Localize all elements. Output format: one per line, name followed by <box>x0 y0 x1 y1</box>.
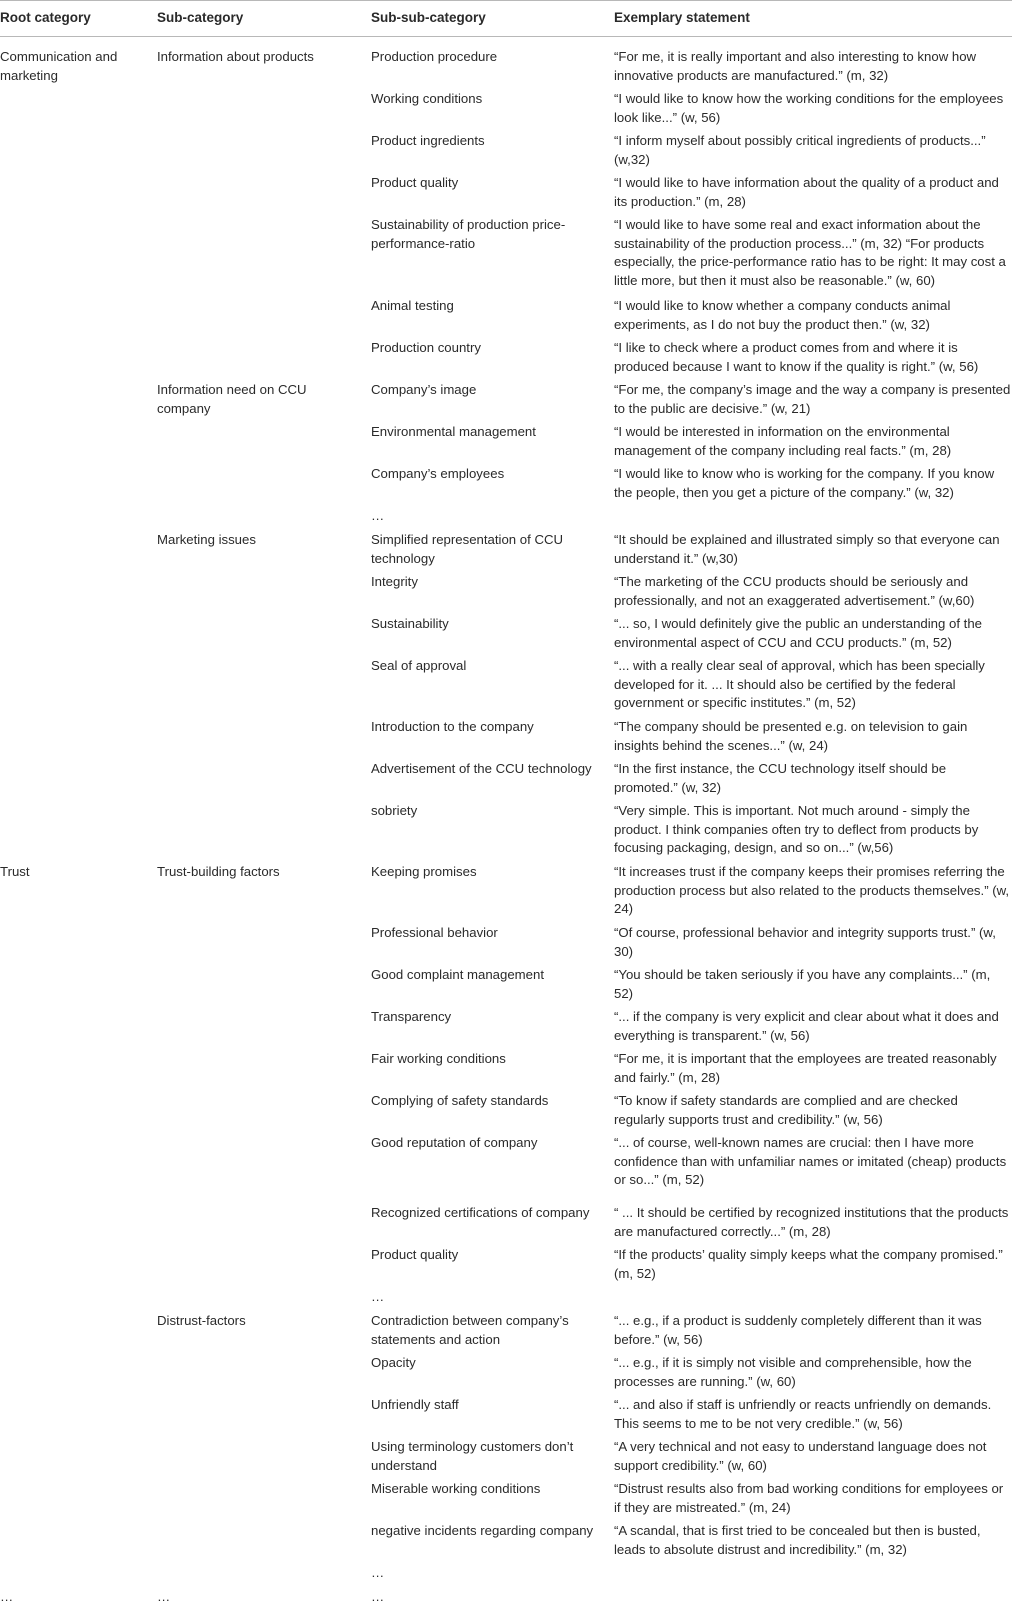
statement-cell: “It increases trust if the company keeps their promises referring the production process but also related to the products themselves.” (w, 24) <box>614 864 1010 917</box>
statement-cell: “I would like to have some real and exact information about the sustainability of the production process...” (m, 32) “For products especially, the price-performance ratio has to be right: It may cost a little more, but then it must also be reasonable.” (w, 60) <box>614 217 1006 288</box>
root-category-cell: Trust <box>0 864 30 879</box>
statement-cell: “If the products’ quality simply keeps what the company promised.” (m, 52) <box>614 1247 1003 1281</box>
header-root-category: Root category <box>0 10 91 25</box>
sub-sub-category-cell: … <box>371 1565 385 1580</box>
statement-cell: “... e.g., if it is simply not visible and comprehensible, how the processes are running.” (w, 60) <box>614 1355 972 1389</box>
statement-cell: “The company should be presented e.g. on television to gain insights behind the scenes...” (w, 24) <box>614 719 968 753</box>
sub-sub-category-cell: Good complaint management <box>371 967 545 982</box>
sub-sub-category-cell: Contradiction between company’s statements and action <box>371 1313 569 1347</box>
statement-cell: “Of course, professional behavior and integrity supports trust.” (w, 30) <box>614 925 996 959</box>
sub-sub-category-cell: Integrity <box>371 574 418 589</box>
sub-sub-category-cell: Production procedure <box>371 49 498 64</box>
statement-cell: “I like to check where a product comes from and where it is produced because I want to know if the quality is right.” (w, 56) <box>614 340 979 374</box>
statement-cell: “... so, I would definitely give the public an understanding of the environmental aspect of CCU and CCU products.” (m, 52) <box>614 616 983 650</box>
statement-cell: “I would like to know who is working for the company. If you know the people, then you get a picture of the company.” (w, 32) <box>614 466 995 500</box>
sub-sub-category-cell: Using terminology customers don’t understand <box>371 1439 574 1473</box>
statement-cell: “Very simple. This is important. Not much around - simply the product. I think companies often try to deflect from products by focusing packaging, design, and so on...” (w,56) <box>614 803 979 856</box>
sub-sub-category-cell: Product quality <box>371 175 459 190</box>
statement-cell: “... of course, well-known names are crucial: then I have more confidence than with unfamiliar names or imitated (cheap) products or so...” (m, 52) <box>614 1135 1007 1188</box>
sub-sub-category-cell: Sustainability of production price-performance-ratio <box>371 217 566 251</box>
sub-sub-category-cell: Introduction to the company <box>371 719 534 734</box>
sub-sub-category-cell: Animal testing <box>371 298 454 313</box>
sub-sub-category-cell: Transparency <box>371 1009 452 1024</box>
statement-cell: “In the first instance, the CCU technology itself should be promoted.” (w, 32) <box>614 761 947 795</box>
sub-sub-category-cell: Miserable working conditions <box>371 1481 541 1496</box>
sub-sub-category-cell: Opacity <box>371 1355 416 1370</box>
sub-sub-category-cell: Product ingredients <box>371 133 485 148</box>
sub-category-cell: Information need on CCU company <box>157 382 307 416</box>
sub-category-cell: Information about products <box>157 49 314 64</box>
sub-category-cell: Distrust-factors <box>157 1313 246 1328</box>
statement-cell: “... if the company is very explicit and clear about what it does and everything is transparent.” (w, 56) <box>614 1009 999 1043</box>
statement-cell: “It should be explained and illustrated simply so that everyone can understand it.” (w,30) <box>614 532 1000 566</box>
statement-cell: “Distrust results also from bad working conditions for employees or if they are mistreated.” (m, 24) <box>614 1481 1004 1515</box>
sub-sub-category-cell: … <box>371 508 385 523</box>
statement-cell: “The marketing of the CCU products should be seriously and professionally, and not an exaggerated advertisement.” (w,60) <box>614 574 975 608</box>
header-sub-category: Sub-category <box>157 10 244 25</box>
sub-sub-category-cell: Simplified representation of CCU technology <box>371 532 564 566</box>
statement-cell: “For me, the company’s image and the way a company is presented to the public are decisive.” (w, 21) <box>614 382 1011 416</box>
sub-sub-category-cell: Seal of approval <box>371 658 467 673</box>
statement-cell: “... and also if staff is unfriendly or reacts unfriendly on demands. This seems to me to be not very credible.” (w, 56) <box>614 1397 992 1431</box>
statement-cell: “I would like to have information about the quality of a product and its production.” (m, 28) <box>614 175 999 209</box>
statement-cell: “For me, it is important that the employees are treated reasonably and fairly.” (m, 28) <box>614 1051 997 1085</box>
statement-cell: “I would like to know whether a company conducts animal experiments, as I do not buy the product then.” (w, 32) <box>614 298 951 332</box>
sub-sub-category-cell: Company’s employees <box>371 466 505 481</box>
header-exemplary-statement: Exemplary statement <box>614 10 750 25</box>
sub-sub-category-cell: Sustainability <box>371 616 449 631</box>
root-category-cell: … <box>0 1589 14 1604</box>
statement-cell: “... with a really clear seal of approval, which has been specially developed for it. ... It should also be certified by the federal government or specific institutes.” (m, 52) <box>614 658 985 711</box>
statement-cell: “To know if safety standards are complied and are checked regularly supports trust and credibility.” (w, 56) <box>614 1093 958 1127</box>
sub-sub-category-cell: sobriety <box>371 803 418 818</box>
sub-category-cell: Marketing issues <box>157 532 256 547</box>
header-sub-sub-category: Sub-sub-category <box>371 10 486 25</box>
statement-cell: “ ... It should be certified by recognized institutions that the products are manufactured correctly...” (m, 28) <box>614 1205 1009 1239</box>
sub-sub-category-cell: Production country <box>371 340 481 355</box>
sub-sub-category-cell: Keeping promises <box>371 864 477 879</box>
root-category-cell: Communication and marketing <box>0 49 118 83</box>
sub-sub-category-cell: Complying of safety standards <box>371 1093 549 1108</box>
statement-cell: “For me, it is really important and also interesting to know how innovative products are manufactured.” (m, 32) <box>614 49 977 83</box>
sub-sub-category-cell: … <box>371 1589 385 1604</box>
sub-sub-category-cell: Working conditions <box>371 91 483 106</box>
statement-cell: “... e.g., if a product is suddenly completely different than it was before.” (w, 56) <box>614 1313 982 1347</box>
sub-category-cell: Trust-building factors <box>157 864 280 879</box>
sub-sub-category-cell: negative incidents regarding company <box>371 1523 594 1538</box>
sub-sub-category-cell: Fair working conditions <box>371 1051 506 1066</box>
statement-cell: “A scandal, that is first tried to be concealed but then is busted, leads to absolute distrust and incredibility.” (m, 32) <box>614 1523 981 1557</box>
statement-cell: “I inform myself about possibly critical ingredients of products...” (w,32) <box>614 133 986 167</box>
sub-sub-category-cell: Advertisement of the CCU technology <box>371 761 592 776</box>
statement-cell: “I would like to know how the working conditions for the employees look like...” (w, 56) <box>614 91 1004 125</box>
sub-sub-category-cell: Unfriendly staff <box>371 1397 459 1412</box>
sub-sub-category-cell: Environmental management <box>371 424 536 439</box>
statement-cell: “I would be interested in information on the environmental management of the company including real facts.” (m, 28) <box>614 424 952 458</box>
table-top-rule <box>0 0 1012 1</box>
sub-sub-category-cell: Good reputation of company <box>371 1135 538 1150</box>
sub-sub-category-cell: Recognized certifications of company <box>371 1205 590 1220</box>
statement-cell: “You should be taken seriously if you have any complaints...” (m, 52) <box>614 967 991 1001</box>
sub-sub-category-cell: … <box>371 1289 385 1304</box>
sub-sub-category-cell: Professional behavior <box>371 925 498 940</box>
statement-cell: “A very technical and not easy to understand language does not support credibility.” (w, 60) <box>614 1439 987 1473</box>
sub-sub-category-cell: Product quality <box>371 1247 459 1262</box>
header-rule <box>0 36 1012 37</box>
sub-sub-category-cell: Company’s image <box>371 382 477 397</box>
sub-category-cell: … <box>157 1589 171 1604</box>
